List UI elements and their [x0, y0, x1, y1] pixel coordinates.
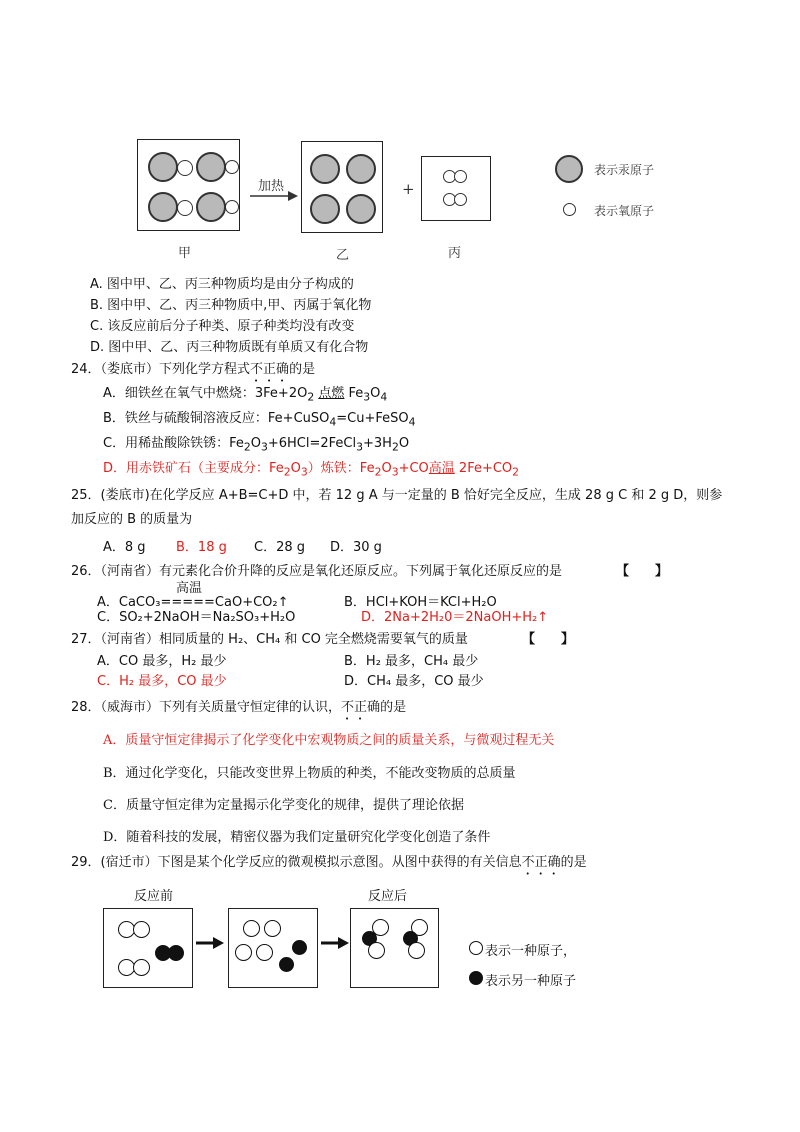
q23-option-a: A. 图中甲、乙、丙三种物质均是由分子构成的 — [90, 277, 354, 292]
white-atom — [256, 944, 273, 961]
emphasis-text: 不正 — [341, 700, 368, 715]
mercury-atom — [196, 192, 226, 222]
q29-stem: 29．(宿迁市）下图是某个化学反应的微观模拟示意图。从图中获得的有关信息不正确的是 — [71, 855, 587, 870]
box-middle — [228, 908, 318, 988]
legend-oxygen-label: 表示氧原子 — [594, 204, 655, 218]
q26-answer-bracket: 【 】 — [616, 564, 669, 579]
emphasis-text: 不正确 — [250, 362, 290, 377]
q25-stem-line1: 25．(娄底市)在化学反应 A+B=C+D 中，若 12 g A 与一定量的 B 恰好完全反应，生成 28 g C 和 2 g D，则参 — [71, 488, 723, 503]
q27-option-a: A．CO 最多，H₂ 最少 — [97, 654, 227, 669]
q25-option-c: C．28 g — [254, 540, 306, 555]
box-bing — [421, 156, 491, 221]
q26-stem: 26．（河南省）有元素化合价升降的反应是氧化还原反应。下列属于氧化还原反应的是 — [71, 564, 563, 579]
label-yi: 乙 — [336, 248, 350, 263]
white-atom — [264, 920, 281, 937]
oxygen-atom — [454, 193, 467, 206]
label-after-reaction: 反应后 — [368, 889, 408, 904]
white-atom — [235, 944, 252, 961]
q25-stem-line2: 加反应的 B 的质量为 — [71, 512, 193, 527]
q28-stem: 28．（威海市）下列有关质量守恒定律的认识，不正确的是 — [71, 700, 407, 715]
mercury-atom — [346, 154, 376, 184]
q24-option-d: D．用赤铁矿石（主要成分：$Fe_2O_3$）炼铁：$Fe_2O_3+CO$高温 $2Fe+CO_2$ — [103, 461, 520, 479]
q23-option-d: D. 图中甲、乙、丙三种物质既有单质又有化合物 — [90, 340, 369, 355]
q24-option-b: B．铁丝与硫酸铜溶液反应：Fe+CuSO$_4$=Cu+FeSO$_4$ — [103, 411, 416, 429]
arrow-label: 加热 — [258, 179, 285, 194]
q26-option-d: D．2Na+2H₂0＝2NaOH+H₂↑ — [361, 610, 549, 625]
q27-option-c: C．H₂ 最多，CO 最少 — [97, 674, 227, 689]
reaction-arrow-icon — [248, 190, 300, 202]
mercury-atom — [148, 192, 178, 222]
q25-option-a: A．8 g — [103, 540, 146, 555]
box-yi — [301, 141, 383, 233]
q28-option-c: C．质量守恒定律为定量揭示化学变化的规律，提供了理论依据 — [103, 798, 464, 813]
q24-option-c: C．用稀盐酸除铁锈：$Fe_2O_3+6HCl=2FeCl_3+3H_2O$ — [103, 436, 410, 454]
label-bing: 丙 — [448, 246, 462, 261]
q27-answer-bracket: 【 】 — [522, 632, 575, 647]
q28-option-a: A．质量守恒定律揭示了化学变化中宏观物质之间的质量关系，与微观过程无关 — [103, 733, 555, 748]
label-jia: 甲 — [178, 246, 192, 261]
q25-option-b: B．18 g — [176, 540, 227, 555]
mercury-atom — [310, 154, 340, 184]
legend-oxygen-icon — [563, 203, 576, 216]
black-atom — [279, 957, 294, 972]
q23-option-c: C. 该反应前后分子种类、原子种类均没有改变 — [90, 319, 355, 334]
box-after — [350, 908, 439, 988]
q24-stem: 24．（娄底市）下列化学方程式不正确的是 — [71, 362, 316, 377]
legend-black-atom-icon — [469, 971, 483, 985]
legend-mercury-icon — [555, 155, 583, 183]
q28-option-b: B．通过化学变化，只能改变世界上物质的种类，不能改变物质的总质量 — [103, 766, 516, 781]
mercury-atom — [148, 152, 178, 182]
q24-option-a: A．细铁丝在氧气中燃烧：$3Fe+2O_2$ 点燃 $Fe_3O_4$ — [103, 386, 388, 404]
legend-white-atom-icon — [469, 941, 483, 955]
q27-stem: 27．（河南省）相同质量的 H₂、CH₄ 和 CO 完全燃烧需要氧气的质量 — [71, 632, 468, 647]
legend-mercury-label: 表示汞原子 — [594, 163, 655, 177]
reaction-arrow-icon — [195, 936, 225, 950]
reaction-arrow-icon — [320, 936, 350, 950]
mercury-atom — [310, 194, 340, 224]
q26-option-b: B．HCl+KOH＝KCl+H₂O — [344, 595, 497, 610]
white-atom — [133, 959, 150, 976]
white-atom — [408, 942, 425, 959]
legend-black-atom-label: 表示另一种原子 — [485, 974, 577, 989]
white-atom — [133, 921, 150, 938]
emphasis-text: 不正确 — [521, 855, 561, 870]
legend-white-atom-label: 表示一种原子， — [485, 944, 577, 959]
box-before — [103, 908, 193, 988]
black-atom — [168, 945, 184, 961]
mercury-atom — [196, 152, 226, 182]
q23-option-b: B. 图中甲、乙、丙三种物质中,甲、丙属于氧化物 — [90, 298, 372, 313]
box-jia — [137, 139, 240, 231]
black-atom — [292, 940, 307, 955]
q26-condition: 高温 — [176, 581, 203, 596]
q25-option-d: D．30 g — [330, 540, 382, 555]
oxygen-atom — [177, 160, 193, 176]
mercury-atom — [346, 194, 376, 224]
white-atom — [368, 942, 385, 959]
oxygen-atom — [225, 160, 239, 174]
white-atom — [243, 920, 260, 937]
plus-sign: + — [402, 180, 415, 198]
oxygen-atom — [177, 200, 193, 216]
oxygen-atom — [225, 200, 239, 214]
q26-option-c: C．SO₂+2NaOH＝Na₂SO₃+H₂O — [97, 610, 296, 625]
q28-option-d: D．随着科技的发展，精密仪器为我们定量研究化学变化创造了条件 — [103, 830, 491, 845]
q27-option-b: B．H₂ 最多，CH₄ 最少 — [344, 654, 479, 669]
oxygen-atom — [454, 170, 467, 183]
q27-option-d: D．CH₄ 最多，CO 最少 — [344, 674, 484, 689]
label-before-reaction: 反应前 — [134, 889, 174, 904]
q26-option-a: A．CaCO₃=====CaO+CO₂↑ — [97, 595, 289, 610]
